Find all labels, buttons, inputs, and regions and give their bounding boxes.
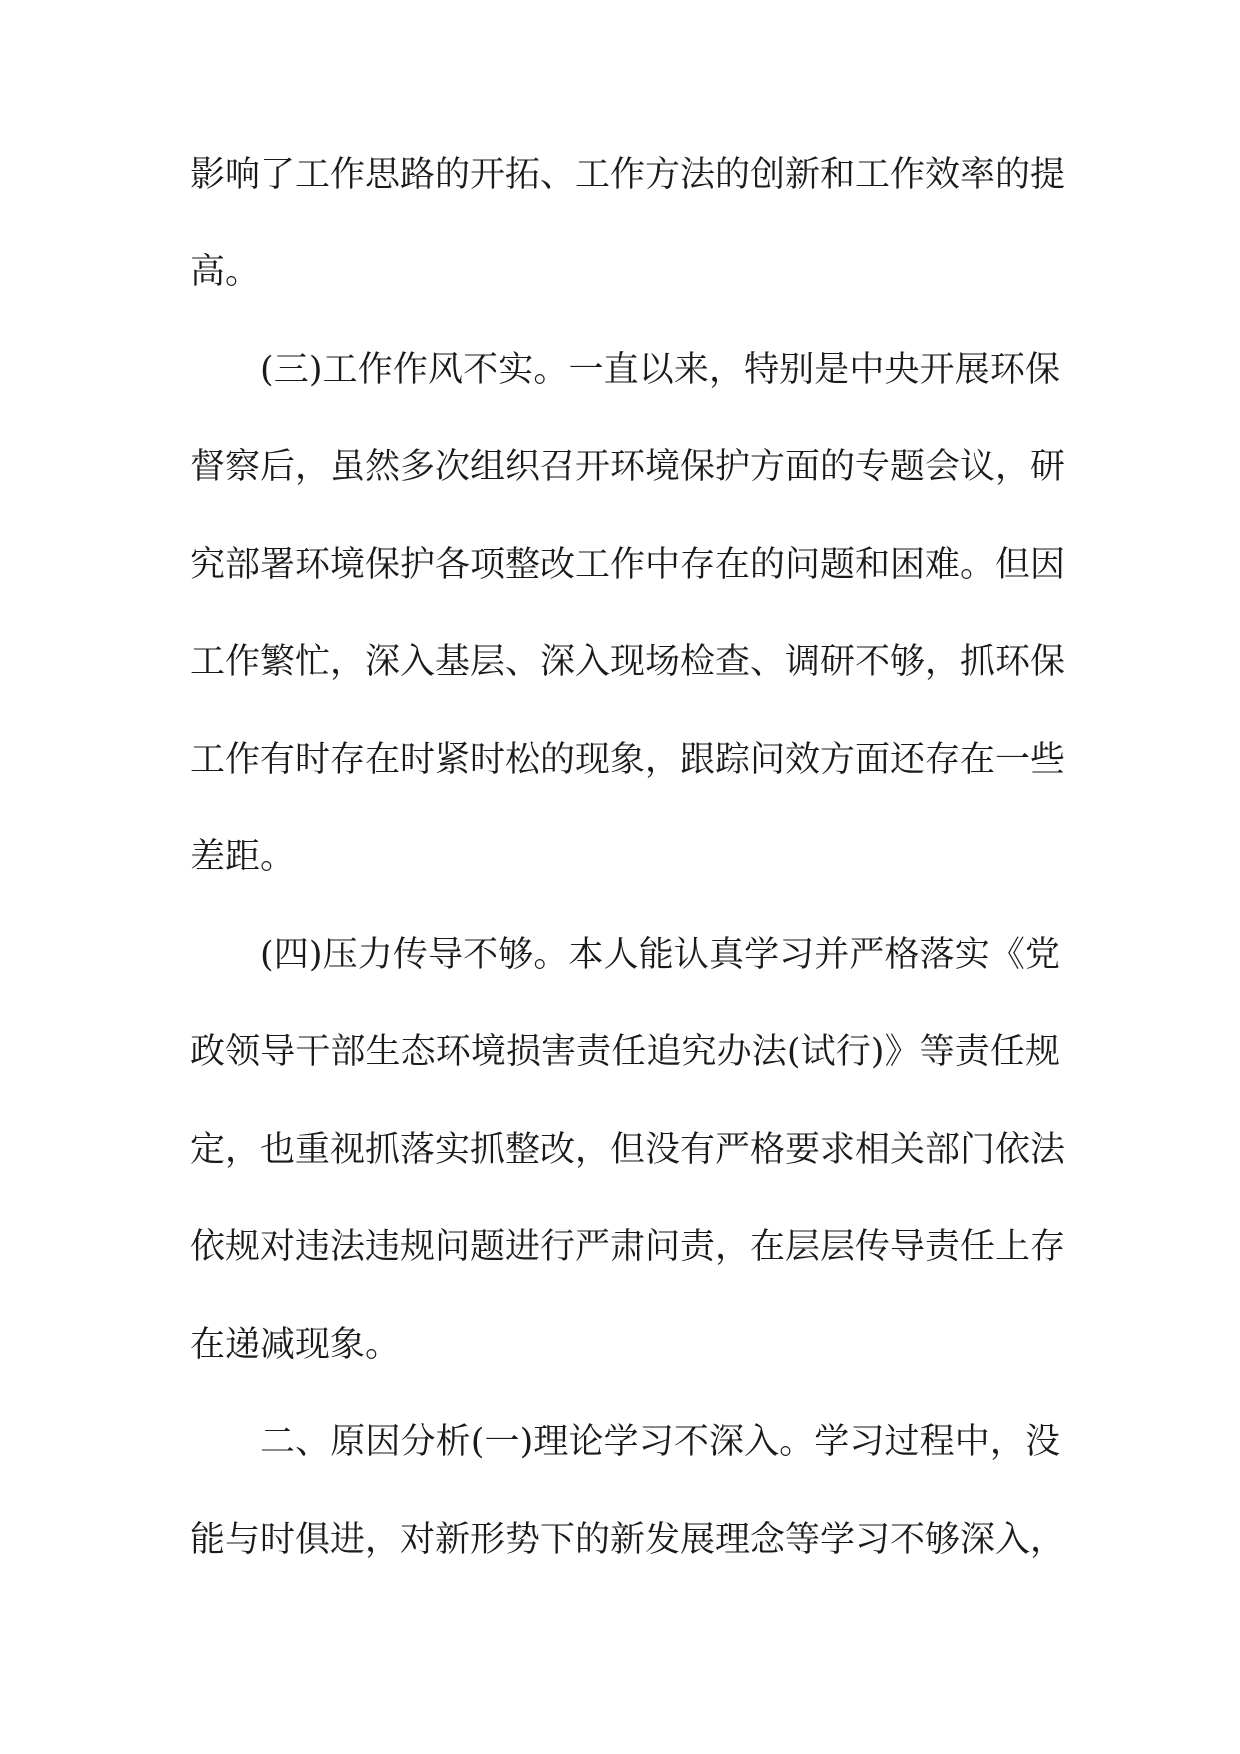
- text-line: 工作繁忙，深入基层、深入现场检查、调研不够，抓环保: [190, 642, 1066, 682]
- text-line: 差距。: [190, 837, 296, 877]
- text-line: (四)压力传导不够。本人能认真学习并严格落实《党: [260, 935, 1060, 975]
- text-line: 在递减现象。: [190, 1325, 401, 1365]
- text-line: 能与时俱进，对新形势下的新发展理念等学习不够深入，: [190, 1520, 1066, 1560]
- text-line: 究部署环境保护各项整改工作中存在的问题和困难。但因: [190, 545, 1066, 585]
- text-line: 依规对违法违规问题进行严肃问责，在层层传导责任上存: [190, 1227, 1066, 1267]
- text-line: 工作有时存在时紧时松的现象，跟踪问效方面还存在一些: [190, 740, 1066, 780]
- text-line: 高。: [190, 252, 261, 292]
- text-line: 定，也重视抓落实抓整改，但没有严格要求相关部门依法: [190, 1130, 1066, 1170]
- text-line: 督察后，虽然多次组织召开环境保护方面的专题会议，研: [190, 447, 1066, 487]
- text-line: 政领导干部生态环境损害责任追究办法(试行)》等责任规: [190, 1032, 1060, 1072]
- text-line: 影响了工作思路的开拓、工作方法的创新和工作效率的提: [190, 155, 1066, 195]
- text-line: 二、原因分析(一)理论学习不深入。学习过程中，没: [260, 1422, 1060, 1462]
- text-line: (三)工作作风不实。一直以来，特别是中央开展环保: [260, 350, 1060, 390]
